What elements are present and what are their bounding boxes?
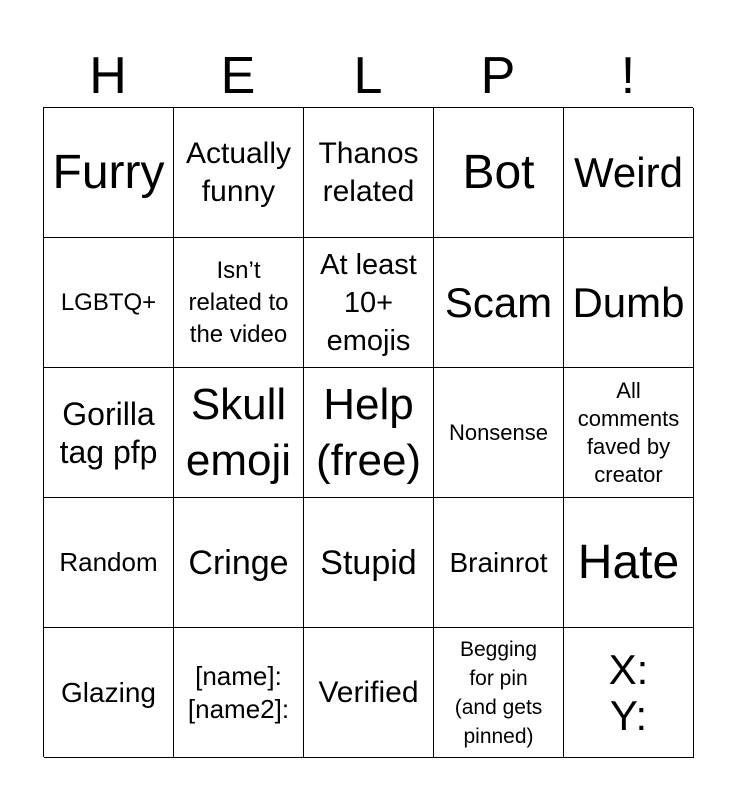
bingo-cell[interactable] <box>174 628 304 758</box>
cell-label: All comments faved by creator <box>577 377 680 487</box>
cell-label: Furry <box>52 145 165 199</box>
cell-label: Scam <box>444 278 553 326</box>
bingo-cell[interactable] <box>44 628 174 758</box>
header-letter-e: E <box>220 47 256 105</box>
bingo-cell[interactable] <box>564 498 694 628</box>
bingo-cell[interactable] <box>44 498 174 628</box>
cell-label: Skull emoji <box>185 379 292 485</box>
bingo-cell[interactable] <box>304 628 434 758</box>
bingo-cell[interactable] <box>434 498 564 628</box>
header-letter-l: L <box>353 47 383 105</box>
bingo-board <box>43 107 693 757</box>
cell-label: X: Y: <box>608 645 649 739</box>
cell-label: Isn’t related to the video <box>188 256 289 348</box>
bingo-cell[interactable] <box>304 238 434 368</box>
cell-label: [name]: [name2]: <box>187 660 290 724</box>
bingo-cell[interactable] <box>174 368 304 498</box>
bingo-cell[interactable] <box>564 628 694 758</box>
cell-label: Begging for pin (and gets pinned) <box>454 637 543 748</box>
bingo-cell[interactable] <box>564 368 694 498</box>
bingo-cell[interactable] <box>44 368 174 498</box>
cell-label: Bot <box>462 145 535 199</box>
bingo-cell[interactable] <box>174 238 304 368</box>
cell-label: Help (free) <box>315 379 422 485</box>
cell-label: Hate <box>577 535 680 589</box>
bingo-cell[interactable] <box>434 368 564 498</box>
bingo-cell[interactable] <box>44 238 174 368</box>
cell-label: LGBTQ+ <box>60 288 157 316</box>
cell-label: Glazing <box>61 676 156 708</box>
cell-label: Actually funny <box>185 136 292 208</box>
bingo-cell[interactable] <box>434 108 564 238</box>
header-letter-p: P <box>480 47 516 105</box>
bingo-cell[interactable] <box>174 108 304 238</box>
bingo-cell[interactable] <box>174 498 304 628</box>
cell-label: Weird <box>574 148 683 196</box>
bingo-cell[interactable] <box>304 368 434 498</box>
bingo-cell[interactable] <box>304 108 434 238</box>
bingo-cell[interactable] <box>44 108 174 238</box>
bingo-cell[interactable] <box>564 238 694 368</box>
cell-label: Gorilla tag pfp <box>59 395 158 470</box>
cell-label: Brainrot <box>449 546 548 578</box>
cell-label: At least 10+ emojis <box>320 248 417 357</box>
cell-label: Cringe <box>188 543 289 582</box>
cell-label: Dumb <box>572 278 685 326</box>
cell-label: Random <box>59 547 158 577</box>
bingo-header <box>43 44 693 108</box>
header-letter-h: H <box>89 47 127 105</box>
cell-label: Verified <box>318 675 419 709</box>
cell-label: Thanos related <box>318 136 419 208</box>
bingo-cell[interactable] <box>304 498 434 628</box>
bingo-cell[interactable] <box>434 238 564 368</box>
cell-label: Nonsense <box>448 419 549 445</box>
header-letter-exclamation: ! <box>620 47 636 105</box>
bingo-cell[interactable] <box>564 108 694 238</box>
bingo-cell[interactable] <box>434 628 564 758</box>
cell-label: Stupid <box>320 543 417 582</box>
